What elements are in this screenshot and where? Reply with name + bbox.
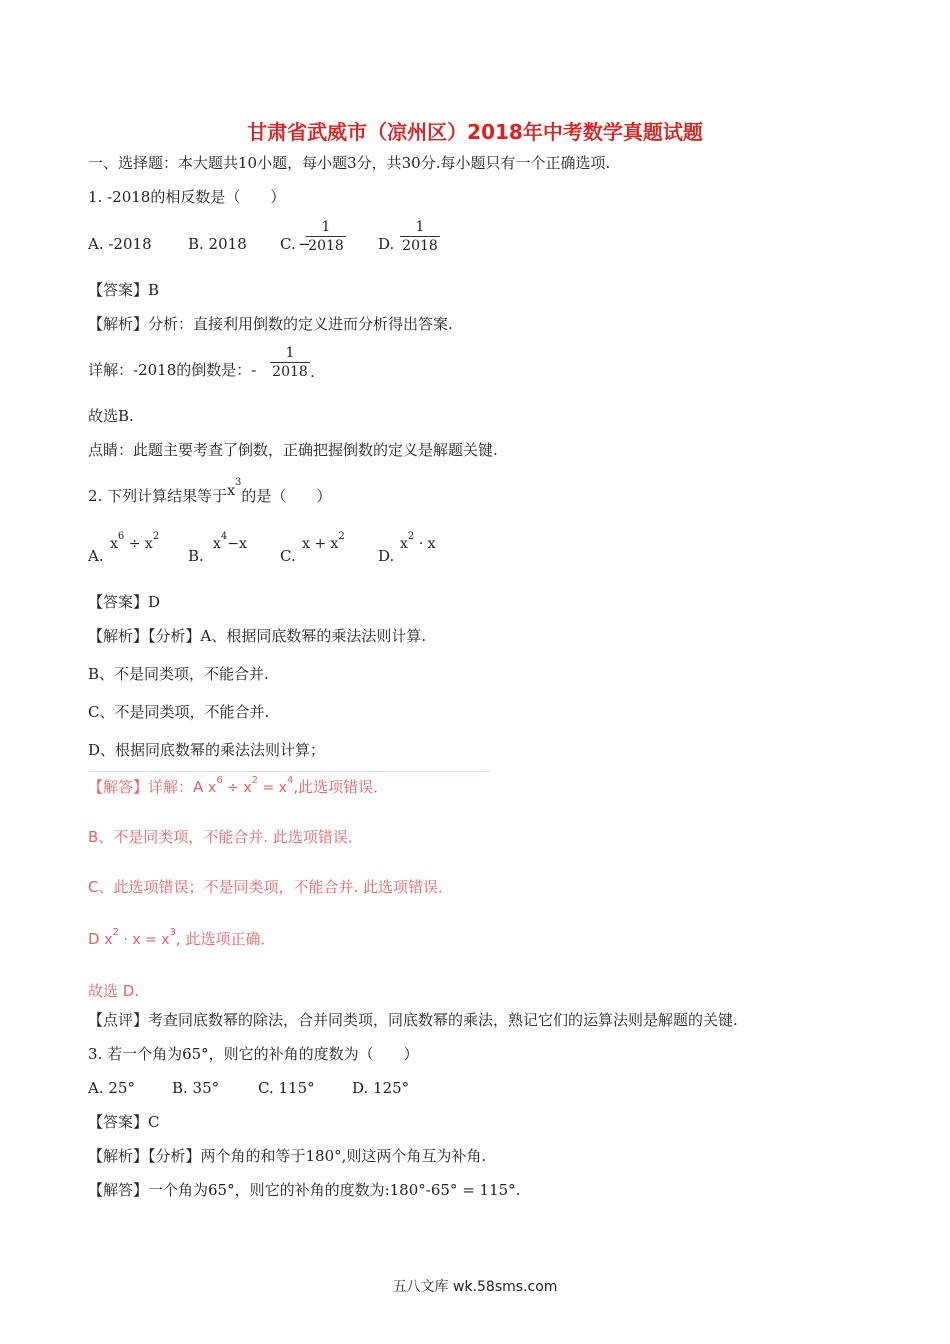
q2-stem-prefix: 2. 下列计算结果等于 [88,487,228,505]
math-exponent: 2 [407,531,415,542]
q2-option-b-label: B. [188,547,204,565]
math-exponent: 2 [112,927,120,938]
q2-option-c-math [302,531,345,552]
q2-option-c-label: C. [280,547,296,565]
solution-divider [88,771,490,772]
math-rest: −x [227,536,247,552]
q2-option-d-math [400,531,436,552]
q2-analysis-c: C、不是同类项，不能合并. [88,703,270,721]
q3-answer: 【答案】C [88,1113,160,1131]
math-operator: = x [258,780,287,796]
math-exponent: 6 [216,775,223,786]
math-exponent: 3 [169,927,176,938]
q1-detail [88,360,256,380]
solution-prefix: 【解答】详解：A [88,778,204,796]
math-base: x [208,780,217,796]
q1-option-d-fraction [400,218,440,255]
q2-option-a-math [110,531,160,552]
q2-option-b-math [213,531,247,552]
math-operator: ÷ x [222,780,252,796]
document-title: 甘肃省武威市（凉州区）2018年中考数学真题试题 [247,120,703,144]
q1-option-b: B. 2018 [188,235,247,253]
q3-option-b: B. 35° [172,1079,220,1097]
q2-analysis-a: 【解析】【分析】A、根据同底数幂的乘法法则计算. [88,627,427,645]
q3-solution: 【解答】一个角为65°，则它的补角的度数为:180°-65° = 115°. [88,1181,521,1199]
math-exponent: 2 [152,531,160,542]
math-base: x [213,536,221,552]
q2-stem-x: x [227,483,235,499]
math-operator: ÷ x [124,536,153,552]
q1-option-a: A. -2018 [88,235,152,253]
q1-detail-suffix: . [310,363,315,381]
q3-option-a: A. 25° [88,1079,135,1097]
math-operator: · x = x [119,932,170,948]
q2-solution-conclusion: 故选 D. [88,982,140,1000]
q2-analysis-d: D、根据同底数幂的乘法法则计算； [88,741,326,759]
q3-option-c: C. 115° [258,1079,315,1097]
q2-stem-suffix: 的是（ ） [241,487,332,505]
q3-analysis: 【解析】【分析】两个角的和等于180°,则这两个角互为补角. [88,1147,487,1165]
fraction-numerator: 1 [285,345,295,361]
q3-stem: 3. 若一个角为65°，则它的补角的度数为（ ） [88,1045,419,1063]
q2-answer: 【答案】D [88,593,161,611]
q1-stem: 1. -2018的相反数是（ ） [88,188,286,206]
fraction-denominator: 2018 [308,238,344,254]
q3-option-d: D. 125° [352,1079,410,1097]
math-exponent: 2 [251,775,259,786]
q1-option-c-minus: − [298,235,311,253]
solution-suffix: ,此选项错误． [293,778,389,796]
fraction-numerator: 1 [415,219,425,235]
math-base: x [400,536,408,552]
q2-solution-a [88,776,388,797]
q2-stem-exp: 3 [235,477,242,488]
q2-analysis-b: B、不是同类项，不能合并. [88,665,269,683]
section-header: 一、选择题：本大题共10小题，每小题3分，共30分.每小题只有一个正确选项. [88,154,611,172]
q1-detail-prefix: 详解：-2018的倒数是：- [88,361,257,379]
fraction-numerator: 1 [321,219,331,235]
q1-option-c-label: C. [280,235,296,253]
q1-option-d-label: D. [378,235,395,253]
math-base: x [104,932,113,948]
q2-solution-c: C、此选项错误；不是同类项，不能合并. 此选项错误． [88,878,454,896]
q2-stem [88,477,332,509]
solution-prefix: D [88,930,100,948]
fraction-denominator: 2018 [272,364,308,380]
q1-option-c-fraction [306,218,346,255]
solution-suffix: , 此选项正确． [175,930,276,948]
q1-analysis: 【解析】分析：直接利用倒数的定义进而分析得出答案. [88,315,453,333]
fraction-denominator: 2018 [402,238,438,254]
footer-watermark: 五八文库 wk.58sms.com [392,1279,558,1295]
q2-option-a-label: A. [88,547,104,565]
q2-option-d-label: D. [378,547,395,565]
q2-solution-b: B、不是同类项，不能合并. 此选项错误． [88,828,363,846]
q1-comment: 点睛：此题主要考查了倒数，正确把握倒数的定义是解题关键. [88,441,498,459]
q2-solution-d [88,928,276,949]
math-exponent: 6 [117,531,125,542]
math-exponent: 4 [286,775,294,786]
math-exponent: 4 [220,531,228,542]
math-base: x [110,536,118,552]
q1-answer: 【答案】B [88,281,160,299]
q2-comment: 【点评】考查同底数幂的除法，合并同类项，同底数幂的乘法，熟记它们的运算法则是解题的关键. [88,1011,738,1029]
math-exponent: 2 [338,531,345,542]
q1-detail-fraction [270,344,310,381]
q1-conclusion: 故选B. [88,407,134,425]
math-rest: · x [414,536,436,552]
math-base: x + x [302,536,339,552]
